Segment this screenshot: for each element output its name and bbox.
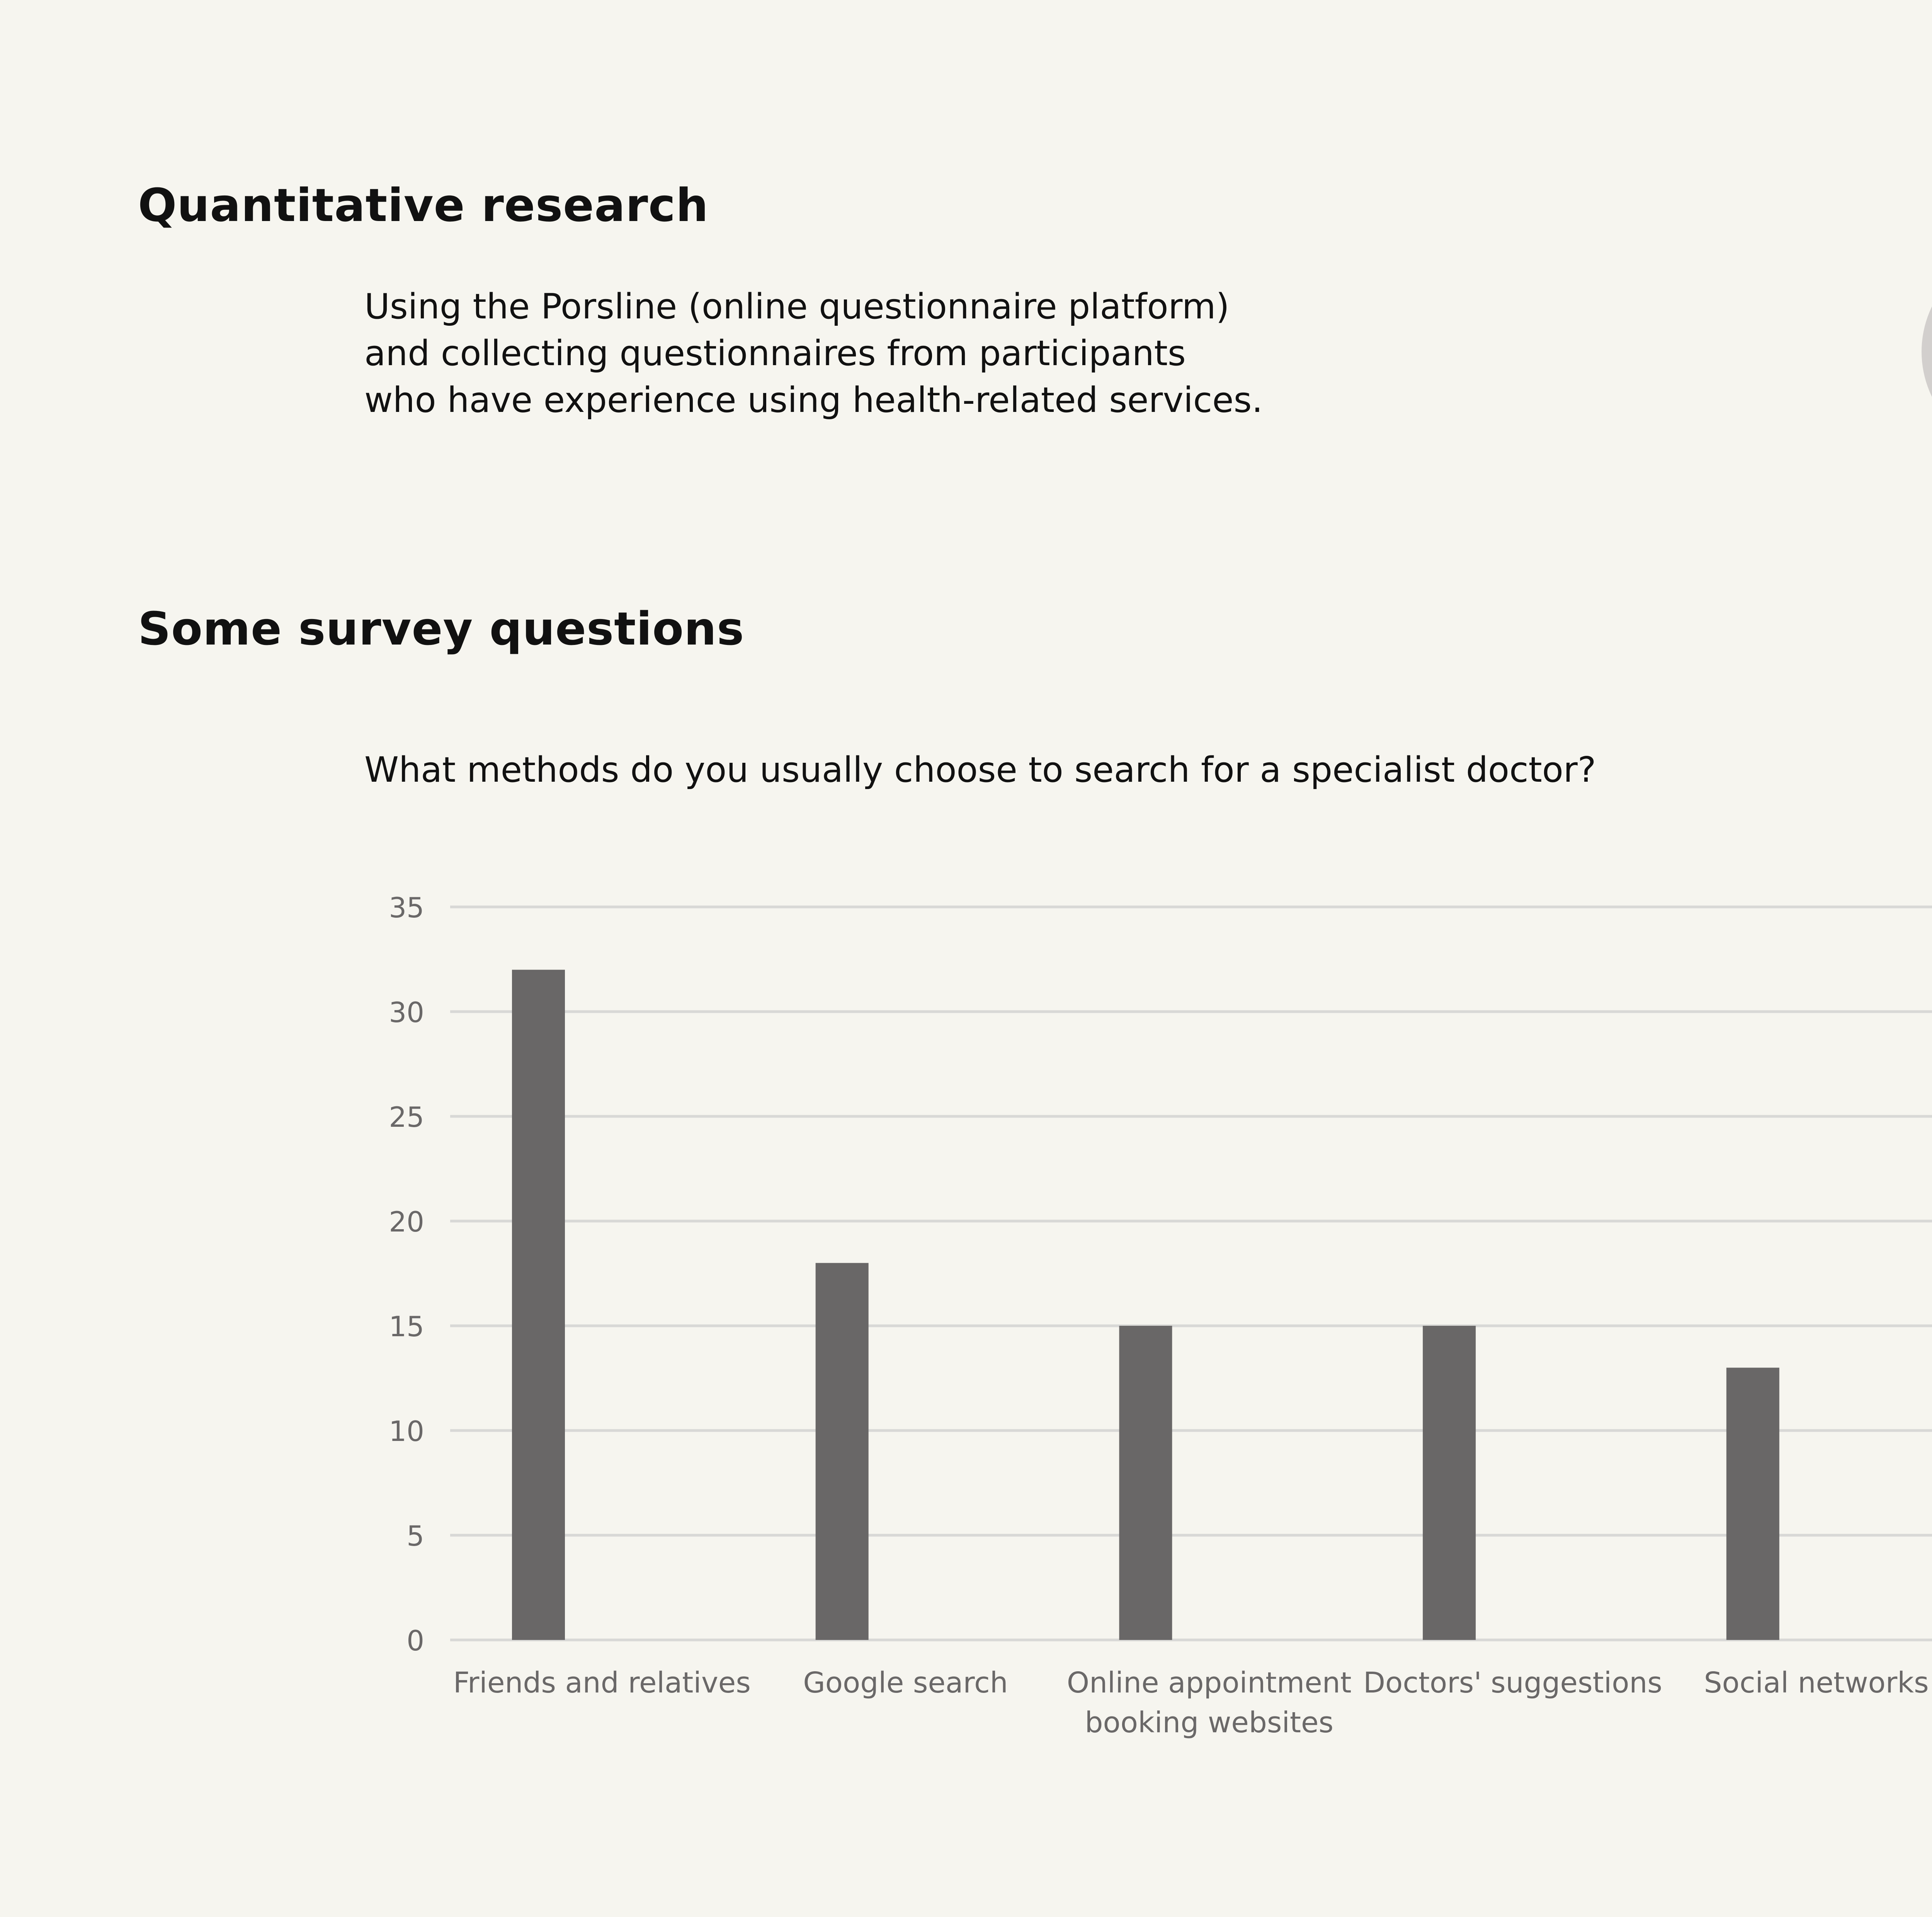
bar: [1726, 1368, 1779, 1640]
participants-label: [1922, 350, 1932, 382]
x-tick-label: Friends and relatives: [453, 1666, 751, 1699]
bar: [1119, 1326, 1172, 1640]
bar: [512, 970, 565, 1640]
section-title-quantitative-research: Quantitative research: [138, 179, 709, 232]
section-title-survey-questions: Some survey questions: [138, 602, 745, 655]
y-tick-label: 0: [406, 1624, 424, 1657]
x-tick-label: Online appointment: [1066, 1666, 1352, 1699]
y-tick-label: 5: [406, 1520, 424, 1552]
y-tick-label: 30: [389, 996, 424, 1029]
x-tick-label: Social networks: [1704, 1666, 1929, 1699]
intro-paragraph: [364, 283, 1524, 424]
participants-count: [1922, 294, 1932, 339]
y-tick-label: 25: [389, 1101, 424, 1133]
intro-line: who have experience using health-related services.: [364, 380, 1263, 420]
survey-question-text: What methods do you usually choose to search for a specialist doctor?: [364, 750, 1596, 790]
y-tick-label: 35: [389, 891, 424, 924]
bar: [816, 1263, 869, 1640]
x-tick-label: Doctors' suggestions: [1363, 1666, 1662, 1699]
x-tick-label: Google search: [803, 1666, 1008, 1699]
participants-stat-circle: [1922, 248, 1932, 455]
x-tick-label: booking websites: [1085, 1706, 1334, 1739]
y-tick-label: 15: [389, 1310, 424, 1343]
intro-line: and collecting questionnaires from participants: [364, 333, 1186, 374]
y-tick-label: 20: [389, 1206, 424, 1238]
bar: [1423, 1326, 1476, 1640]
y-tick-label: 10: [389, 1415, 424, 1448]
intro-line: Using the Porsline (online questionnaire platform): [364, 286, 1230, 327]
